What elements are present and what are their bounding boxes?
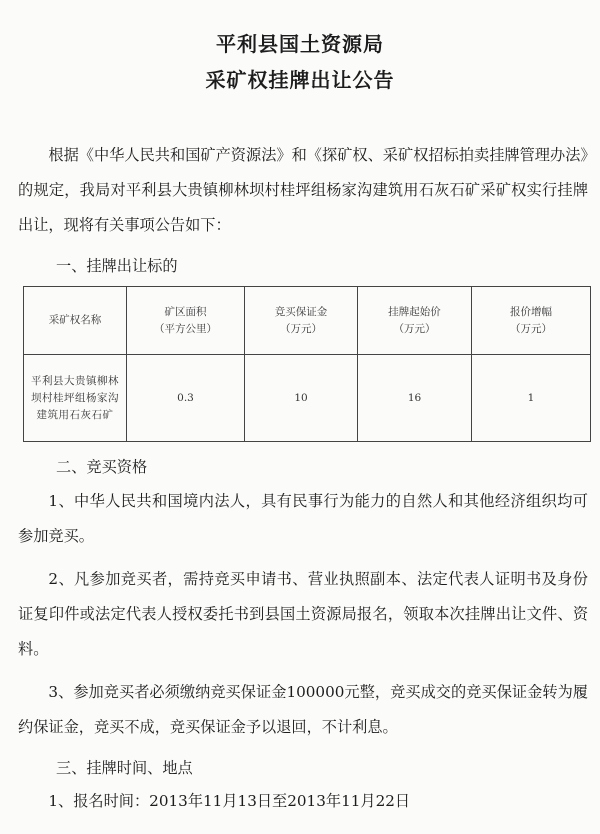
qualification-item-2: 2、凡参加竞买者，需持竞买申请书、营业执照副本、法定代表人证明书及身份证复印件或法定代表人授权委托书到县国土资源局报名，领取本次挂牌出让文件、资料。: [18, 570, 588, 658]
registration-time: 1、报名时间：2013年11月13日至2013年11月22日: [48, 792, 411, 810]
table-header-cell: [127, 287, 245, 355]
header-increment-label: 报价增幅 （万元）: [510, 305, 552, 335]
qualification-item-3: 3、参加竞买者必须缴纳竞买保证金100000元整，竞买成交的竞买保证金转为履约保证金，竞买不成，竞买保证金予以退回，不计利息。: [18, 683, 588, 736]
document-title-notice: 采矿权挂牌出让公告: [205, 68, 395, 92]
header-start-price-label: 挂牌起始价 （万元）: [388, 305, 441, 335]
section-heading-target: 一、挂牌出让标的: [56, 257, 178, 275]
qualification-item-1: 1、中华人民共和国境内法人，具有民事行为能力的自然人和其他经济组织均可参加竞买。: [18, 492, 588, 545]
table-header-cell: [358, 287, 472, 355]
listing-table: [23, 286, 591, 442]
header-deposit-label: 竞买保证金 （万元）: [274, 305, 328, 335]
cell-start-price: 16: [358, 355, 472, 442]
section-heading-time-place: 三、挂牌时间、地点: [56, 759, 193, 777]
table-header-cell: [245, 287, 358, 355]
cell-mining-right-name: 平利县大贵镇柳林坝村桂坪组杨家沟建筑用石灰石矿: [24, 355, 127, 442]
table-row: [24, 355, 591, 442]
header-area-label: 矿区面积 （平方公里）: [154, 305, 217, 335]
cell-deposit: 10: [245, 355, 358, 442]
table-header-row: [24, 287, 591, 355]
document-title-agency: 平利县国土资源局: [216, 32, 384, 56]
cell-increment: 1: [472, 355, 591, 442]
section-heading-qualification: 二、竞买资格: [56, 458, 148, 476]
cell-area: 0.3: [127, 355, 245, 442]
table-header-cell: [472, 287, 591, 355]
table-header-cell: 采矿权名称: [24, 287, 127, 355]
intro-paragraph: 根据《中华人民共和国矿产资源法》和《探矿权、采矿权招标拍卖挂牌管理办法》的规定，我局对平利县大贵镇柳林坝村桂坪组杨家沟建筑用石灰石矿采矿权实行挂牌出让，现将有关事项公告如下：: [18, 146, 588, 234]
